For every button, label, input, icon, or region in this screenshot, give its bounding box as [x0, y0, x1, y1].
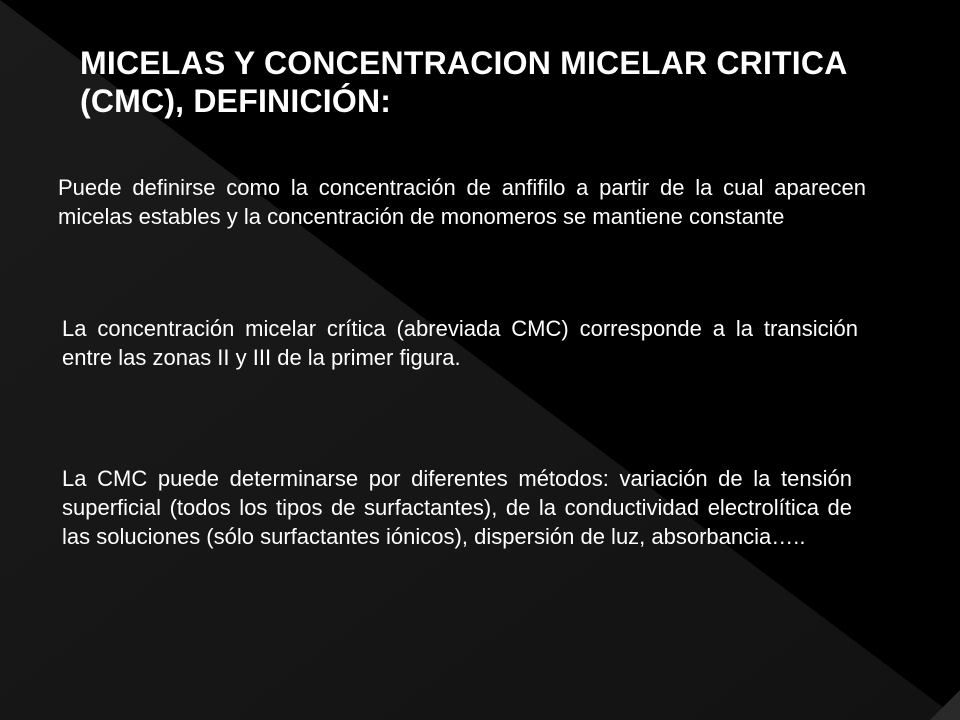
- paragraph-cmc-methods: La CMC puede determinarse por diferentes métodos: variación de la tensión superficial (todos los tipos de surfactantes), de la conductividad electrolítica de las soluciones (sólo surfactantes iónicos), dispersión de luz, absorbancia…..: [62, 466, 852, 549]
- paragraph-definition: Puede definirse como la concentración de anfifilo a partir de la cual aparecen micelas estables y la concentración de monomeros se mantiene constante: [58, 175, 866, 229]
- slide-title: MICELAS Y CONCENTRACION MICELAR CRITICA (CMC), DEFINICIÓN:: [80, 45, 847, 119]
- paragraph-cmc-transition: La concentración micelar crítica (abreviada CMC) corresponde a la transición entre las zonas II y III de la primer figura.: [62, 316, 858, 370]
